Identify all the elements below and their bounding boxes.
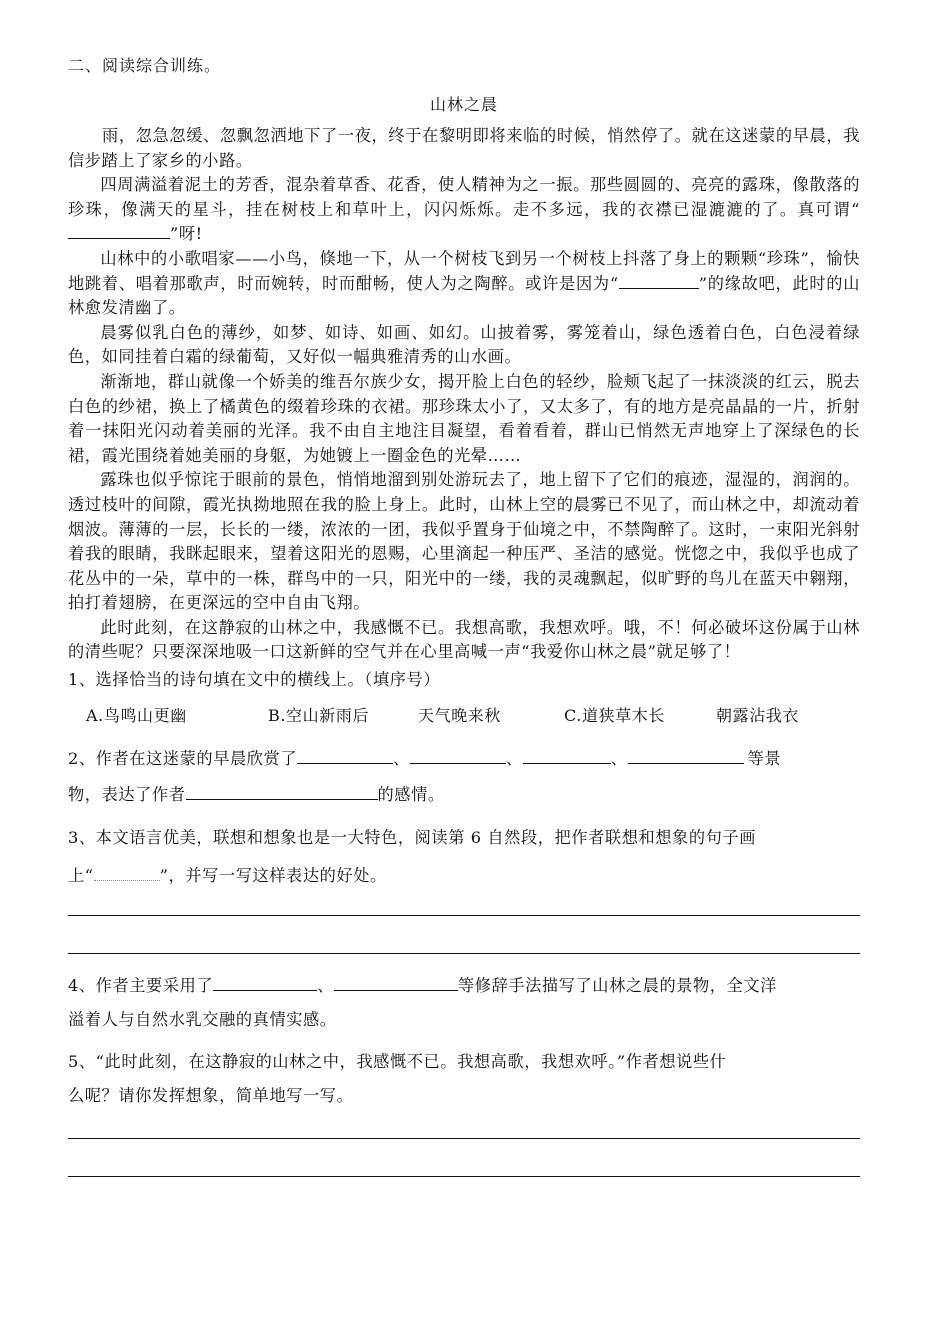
answer-line-q3-2[interactable]: [68, 953, 860, 954]
question-4-text: 4、作者主要采用了: [68, 976, 214, 996]
paragraph-7: 此时此刻，在这静寂的山林之中，我感慨不已。我想高歌，我想欢呼。哦，不！何必破坏这份属于山林的清些呢？只要深深地吸一口这新鲜的空气并在心里高喊一声“我爱你山林之晨”就足够了！: [68, 617, 860, 662]
question-5-text: 5、“此时此刻，在这静寂的山林之中，我感慨不已。我想高歌，我想欢呼。”作者想说些什: [68, 1052, 727, 1072]
separator: 、: [317, 976, 334, 996]
paragraph-2-text: 四周满溢着泥土的芳香，混杂着草香、花香，使人精神为之一振。那些圆圆的、亮亮的露珠，像散落的珍珠，像满天的星斗，挂在树枝上和草叶上，闪闪烁烁。走不多远，我的衣襟已湿漉漉的了。真可谓“: [68, 175, 860, 219]
paragraph-1: 雨，忽急忽缓、忽飘忽洒地下了一夜，终于在黎明即将来临的时候，悄然停了。就在这迷蒙的早晨，我信步踏上了家乡的小路。: [68, 126, 860, 170]
question-1: 1、选择恰当的诗句填在文中的横线上。（填序号）: [68, 670, 441, 690]
answer-line-q3-1[interactable]: [68, 915, 860, 916]
q4-blank-2[interactable]: [334, 976, 458, 991]
paragraph-3: [68, 247, 860, 321]
q2-blank-3[interactable]: [523, 749, 611, 764]
answer-line-q5-1[interactable]: [68, 1138, 860, 1139]
question-2-text-2: 等景: [747, 749, 782, 769]
question-3-text: 3、本文语言优美，联想和想象也是一大特色，阅读第 6 自然段，把作者联想和想象的句子画: [68, 828, 756, 848]
separator: 、: [610, 749, 628, 769]
question-4-text-3: 溢着人与自然水乳交融的真情实感。: [68, 1010, 337, 1030]
paragraph-3-end: ”的缘故吧，此时的山林愈发清幽了。: [68, 273, 861, 318]
paragraph-2-end: ”呀!: [170, 224, 203, 244]
option-c: C.道狭草木长: [564, 706, 665, 726]
paragraph-4: 晨雾似乳白色的薄纱，如梦、如诗、如画、如幻。山披着雾，雾笼着山，绿色透着白色，白色浸着绿色，如同挂着白霜的绿葡萄，又好似一幅典雅清秀的山水画。: [68, 322, 860, 367]
wavy-underline-sample: [94, 866, 160, 881]
worksheet-page: [68, 52, 860, 1177]
option-c-line2: 朝露沾我衣: [716, 706, 800, 726]
question-5: [68, 1045, 860, 1113]
q2-blank-4[interactable]: [628, 749, 744, 764]
q4-blank-1[interactable]: [213, 976, 317, 991]
question-3-text-2: 上“: [68, 866, 94, 886]
question-2-text-3: 物，表达了作者: [68, 785, 186, 805]
question-3-text-3: ”，并写一写这样表达的好处。: [159, 866, 387, 886]
question-2-text: 2、作者在这迷蒙的早晨欣赏了: [68, 749, 298, 769]
option-b-line2: 天气晚来秋: [418, 706, 502, 726]
question-1-options: [68, 703, 860, 729]
section-title: 二、阅读综合训练。: [68, 56, 222, 75]
question-5-text-2: 么呢？请你发挥想象，简单地写一写。: [68, 1086, 354, 1106]
q2-blank-2[interactable]: [410, 749, 506, 764]
question-4-text-2: 等修辞手法描写了山林之晨的景物，全文洋: [458, 976, 777, 996]
answer-line-q5-2[interactable]: [68, 1176, 860, 1177]
paragraph-5: 渐渐地，群山就像一个娇美的维吾尔族少女，揭开脸上白色的轻纱，脸颊飞起了一抹淡淡的红云，脱去白色的纱裙，换上了橘黄色的缀着珍珠的衣裙。那珍珠太小了，又太多了，有的地方是亮晶晶的一片，折射着一抹阳光闪动着美丽的光泽。我不由自主地注目凝望，看着看着，群山已悄然无声地穿上了深绿色的长裙，霞光围绕着她美丽的身躯，为她镀上一圈金色的光晕……: [68, 371, 860, 465]
separator: 、: [393, 749, 410, 769]
q2-blank-1[interactable]: [297, 749, 393, 764]
option-a: A.鸟鸣山更幽: [86, 706, 187, 726]
paragraph-3-text: 山林中的小歌唱家——小鸟，倏地一下，从一个树枝飞到另一个树枝上抖落了身上的颗颗“珍珠”，愉快地跳着、唱着那歌声，时而婉转，时而酣畅，使人为之陶醉。或许是因为“: [68, 248, 860, 293]
question-2: [68, 741, 860, 813]
question-4: [68, 969, 860, 1037]
option-b: B.空山新雨后: [268, 706, 370, 726]
essay-title: 山林之晨: [429, 95, 498, 114]
paragraph-6: 露珠也似乎惊诧于眼前的景色，悄悄地溜到别处游玩去了，地上留下了它们的痕迹，湿湿的，润润的。透过枝叶的间隙，霞光执拗地照在我的脸上身上。此时，山林上空的晨雾已不见了，而山林之中，却流动着烟波。薄薄的一层，长长的一缕，浓浓的一团，我似乎置身于仙境之中，不禁陶醉了。这时，一束阳光斜射着我的眼睛，我眯起眼来，望着这阳光的恩赐，心里滴起一种压严、圣洁的感觉。恍惚之中，我似乎也成了花丛中的一朵，草中的一株，群鸟中的一只，阳光中的一缕，我的灵魂飘起，似旷野的鸟儿在蓝天中翱翔，拍打着翅膀，在更深远的空中自由飞翔。: [68, 470, 860, 613]
blank-1[interactable]: [68, 224, 170, 239]
q2-blank-5[interactable]: [186, 785, 378, 800]
paragraph-2: [68, 173, 860, 247]
question-2-text-4: 的感情。: [377, 785, 445, 805]
blank-2[interactable]: [619, 274, 699, 289]
question-3: [68, 819, 860, 895]
separator: 、: [505, 749, 523, 769]
